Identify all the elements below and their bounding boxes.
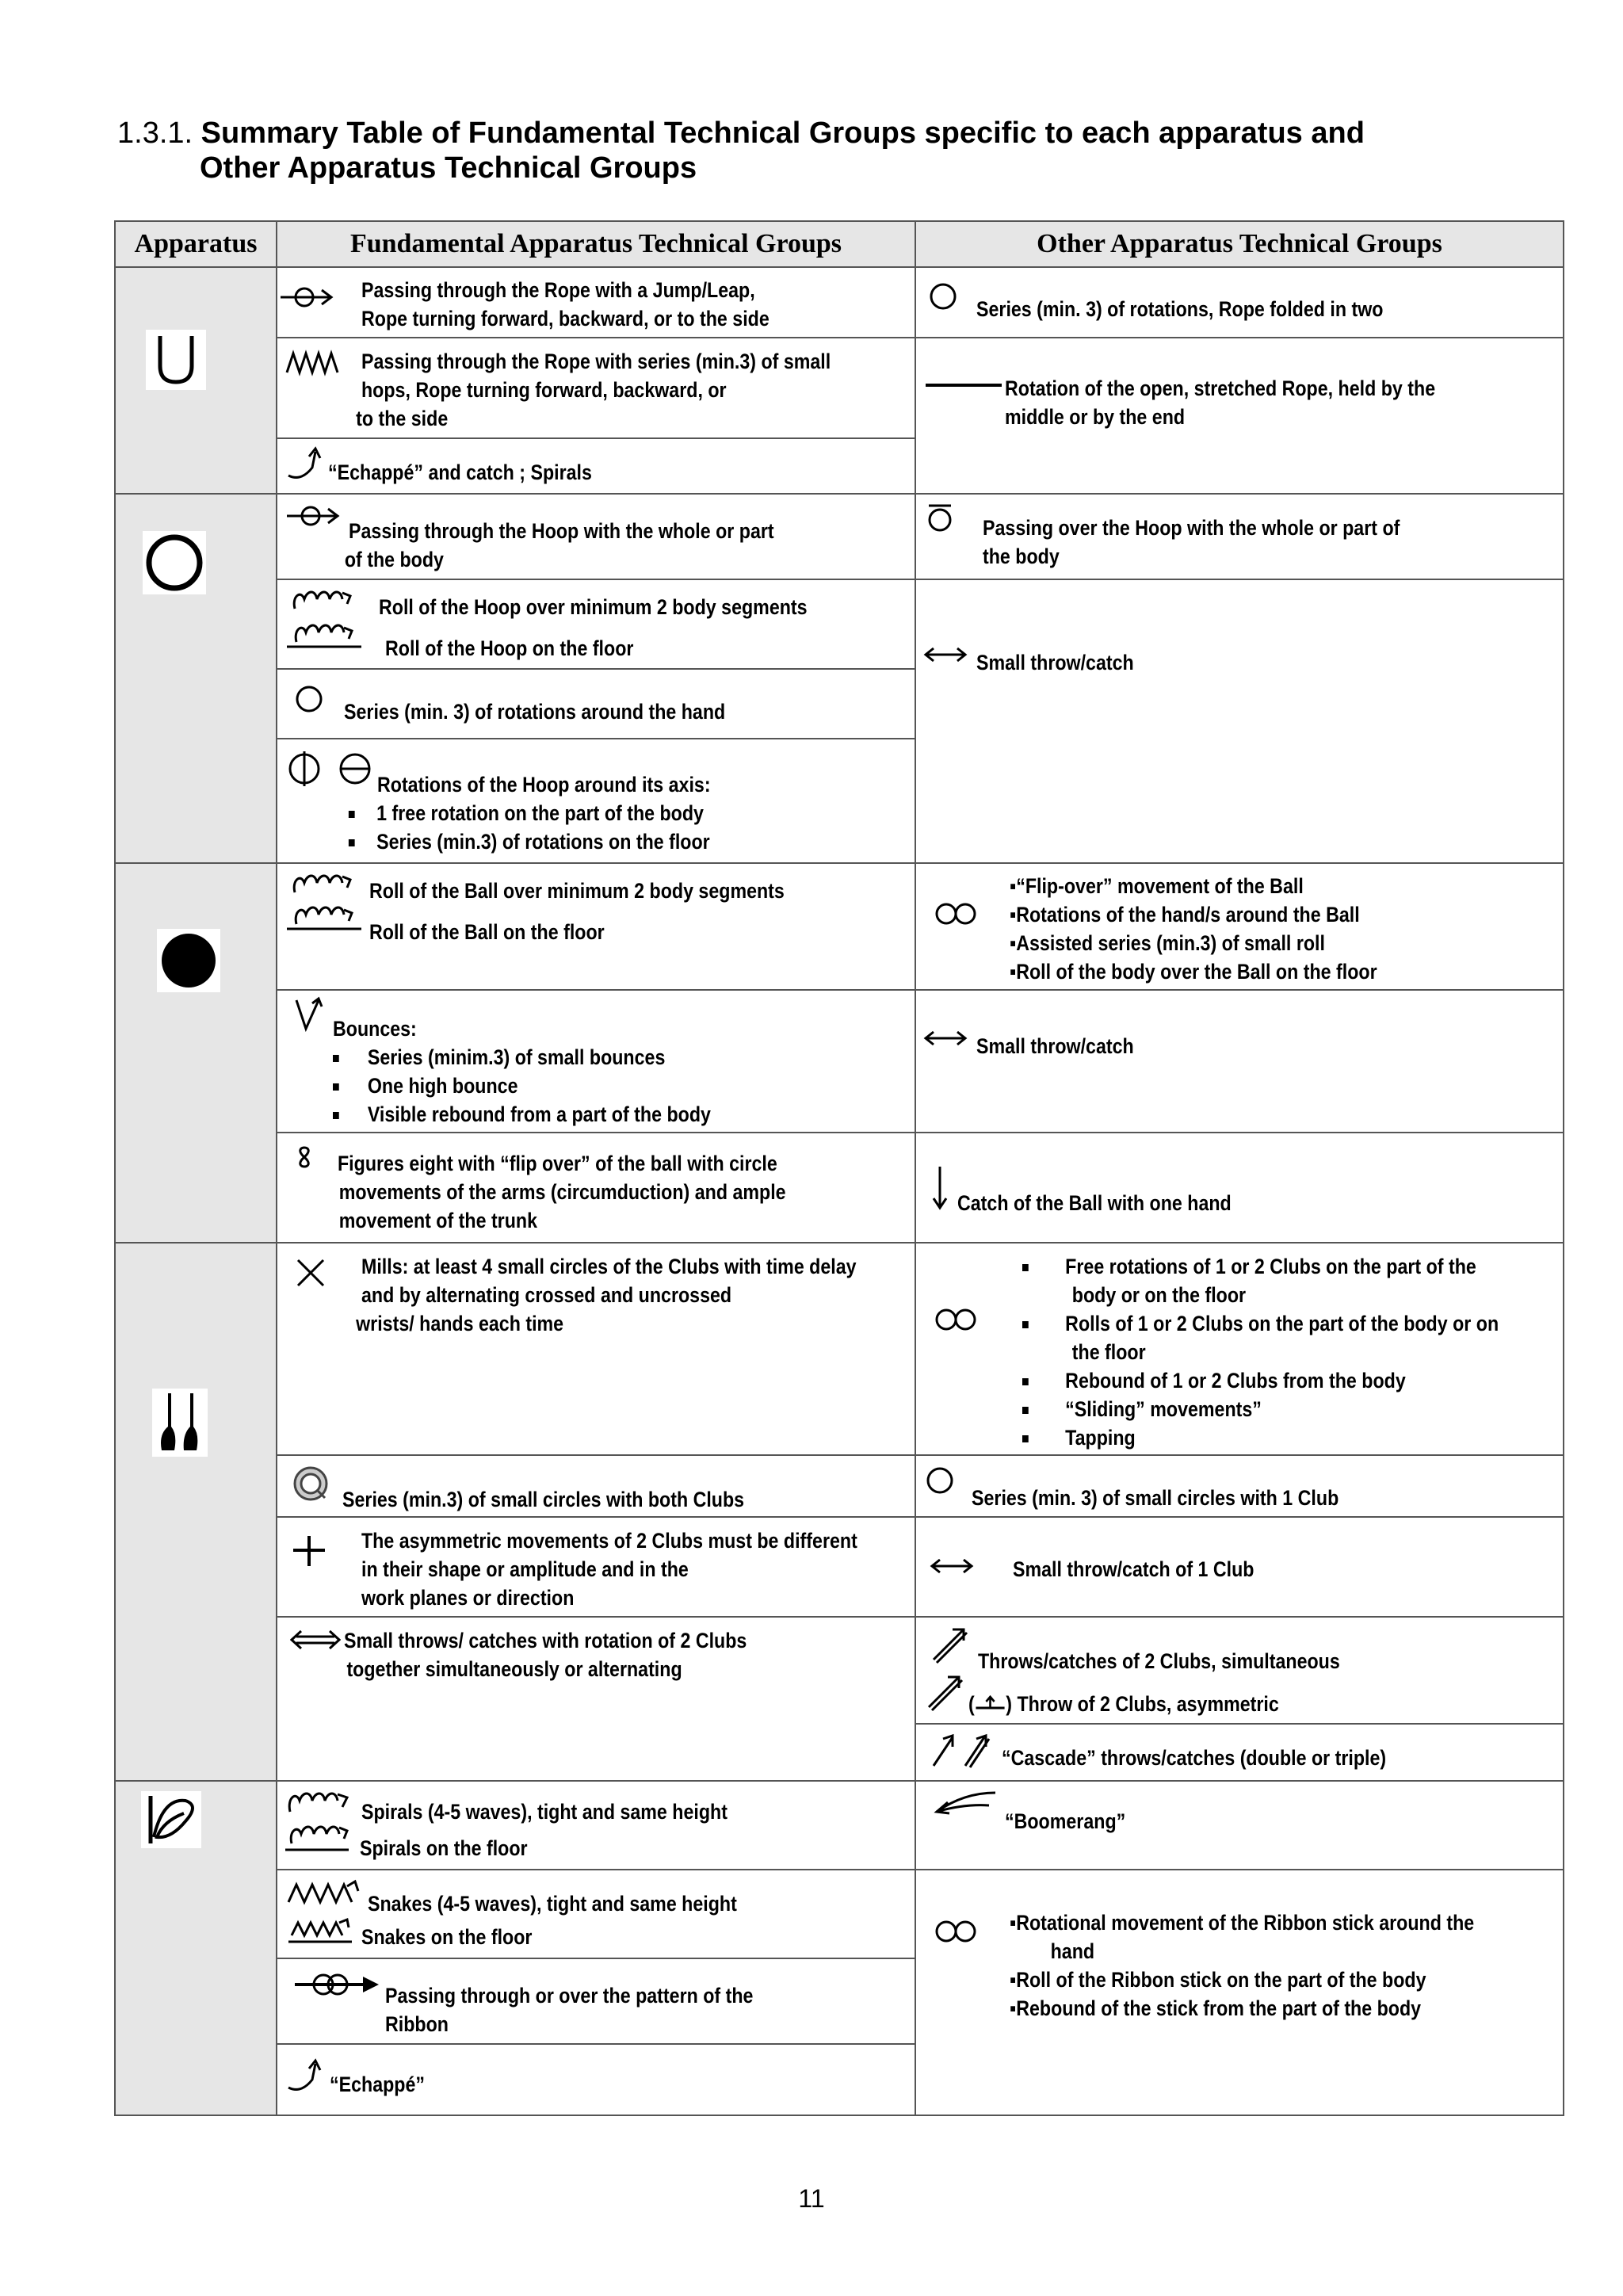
clubs-other-1 [1022,1252,1499,1452]
divider [276,1869,915,1870]
pass-pattern-icon [293,1970,382,1999]
text-line: movement of the trunk [338,1209,538,1232]
floor-roll-icon [285,620,368,651]
text-line: Passing through or over the pattern of the [385,1984,754,2008]
text-line: ▪“Flip-over” movement of the Ball [1010,874,1304,898]
circle-icon [924,1465,956,1496]
section-heading [117,116,1544,185]
circle-icon [293,683,325,715]
divider [915,1132,1564,1133]
bullet-item [1022,1423,1499,1452]
text-line: Rotation of the open, stretched Rope, held by the [1005,376,1436,400]
text-line: The asymmetric movements of 2 Clubs must be different [361,1529,857,1553]
text-line: to the side [356,407,449,430]
bullet-text: “Sliding” movements” [1065,1397,1262,1421]
bullet-marker [1022,1264,1029,1271]
divider [114,1242,1564,1244]
divider [915,1454,1564,1456]
bullet-marker [1022,1321,1029,1328]
hoop-fundamental-3: Roll of the Hoop on the floor [385,636,634,660]
clubs-other-6: “Cascade” throws/catches (double or triple) [1002,1746,1387,1770]
divider [276,1132,915,1133]
bullet-text: Tapping [1065,1426,1136,1450]
text-line: Rope turning forward, backward, or to the side [361,307,769,330]
bullet-marker [1022,1378,1029,1385]
header-fundamental: Fundamental Apparatus Technical Groups [277,222,915,266]
text-line: ▪Assisted series (min.3) of small roll [1010,931,1325,955]
ball-other-3: Catch of the Ball with one hand [957,1191,1232,1215]
divider [276,989,915,991]
divider [276,668,915,670]
bullet-marker [1022,1435,1029,1442]
rope-icon [144,328,208,392]
rope-fundamental-1 [361,276,769,333]
text-line: Passing through the Rope with series (min.3) of small [361,350,831,373]
ribbon-fundamental-5 [385,1981,753,2038]
bullet-marker [349,839,355,846]
clubs-icon [151,1387,209,1458]
text-line: hand [1050,1939,1095,1963]
bullet-text: Free rotations of 1 or 2 Clubs on the part of the [1065,1255,1476,1278]
text-line: movements of the arms (circumduction) and ample [338,1180,786,1204]
divider [276,738,915,739]
thick-double-arrow-icon [290,1629,341,1650]
clubs-other-5 [968,1690,1279,1718]
text-line: Figures eight with “flip over” of the ball with circle [338,1152,777,1175]
clubs-fundamental-4 [344,1626,747,1683]
ball-fundamental-4 [338,1149,786,1235]
bullet-item [333,1043,711,1072]
divider [276,1958,915,1959]
axis-rotation-icon [287,751,374,788]
divider [915,1616,1564,1618]
hoop-fundamental-2: Roll of the Hoop over minimum 2 body segments [379,595,808,619]
page-number: 11 [798,2184,825,2213]
divider [276,1454,915,1456]
divider [915,989,1564,991]
divider [276,220,277,2116]
bullet-marker [333,1112,339,1119]
rope-fundamental-3: “Echappé” and catch ; Spirals [328,460,592,484]
divider [114,1780,1564,1782]
ball-fundamental-3 [333,1014,711,1129]
divider [915,1723,1564,1725]
diagonal-arrows-icon [924,1672,964,1712]
bullet-marker [1022,1407,1029,1414]
text-line: Passing through the Hoop with the whole or part [349,519,774,543]
section-title-line1: Summary Table of Fundamental Technical Groups specific to each apparatus and [200,117,1365,150]
ribbon-icon [139,1790,203,1850]
ribbon-other-2 [1010,1908,1474,2023]
bullet-item [333,1072,711,1100]
divider [114,266,1564,268]
divider [114,493,1564,495]
text-line: and by alternating crossed and uncrossed [361,1283,732,1307]
text-line: Rotations of the Hoop around its axis: [377,773,711,797]
text-line: ▪Rotational movement of the Ribbon stick around the [1010,1911,1475,1935]
bullet-item [333,1100,711,1129]
circle-icon [927,281,959,312]
clubs-fundamental-1 [356,1252,857,1338]
section-title-line2: Other Apparatus Technical Groups [200,151,697,185]
pass-over-icon [924,501,956,533]
hoop-icon [141,529,208,596]
divider [276,1616,915,1618]
bullet-marker [349,811,355,818]
divider [915,1869,1564,1870]
infinity-icon [932,902,983,926]
bounce-icon [293,995,328,1033]
infinity-icon [932,1308,983,1331]
roll-icon [290,588,358,612]
text-line: body or on the floor [1071,1283,1247,1307]
text-line: ▪Rotations of the hand/s around the Ball [1010,903,1360,926]
text-line: Mills: at least 4 small circles of the Clubs with time delay [361,1255,857,1278]
bullet-item [1022,1252,1499,1281]
bullet-text: Series (min.3) of rotations on the floor [376,830,710,854]
bullet-text: 1 free rotation on the part of the body [376,801,704,825]
clubs-other-2: Series (min. 3) of small circles with 1 Club [972,1486,1339,1510]
hoop-other-1 [983,514,1400,571]
double-arrow-icon [929,1557,975,1576]
divider [915,1516,1564,1518]
line-icon [924,382,1003,388]
rope-other-2 [1005,374,1435,431]
divider [276,1516,915,1518]
double-arrow-icon [922,645,968,664]
text-part: ) Throw of 2 Clubs, asymmetric [1006,1692,1279,1716]
header-apparatus: Apparatus [116,222,276,266]
text-line: middle or by the end [1005,405,1186,429]
divider [276,2043,915,2045]
bullet-item [349,799,711,827]
floor-spiral-icon [284,1821,355,1855]
boomerang-icon [932,1788,999,1820]
ribbon-fundamental-4: Snakes on the floor [361,1925,533,1949]
hoop-fundamental-5 [377,770,711,856]
ball-fundamental-1: Roll of the Ball over minimum 2 body segments [369,879,785,903]
clubs-other-3: Small throw/catch of 1 Club [1013,1557,1254,1581]
text-line: Small throws/ catches with rotation of 2 Clubs [344,1629,747,1652]
text-line: Passing over the Hoop with the whole or part of [983,516,1400,540]
bullet-item [1022,1395,1499,1423]
text-line: together simultaneously or alternating [346,1657,682,1681]
pass-through-icon [285,504,342,528]
clubs-fundamental-3 [361,1526,857,1612]
spiral-icon [285,1788,357,1815]
floor-snake-icon [287,1916,363,1946]
ribbon-fundamental-2: Spirals on the floor [360,1836,528,1860]
clubs-fundamental-2: Series (min.3) of small circles with both Clubs [342,1488,745,1511]
divider [276,437,915,439]
floor-roll-icon [285,902,368,934]
small-circles-icon [290,1463,331,1504]
text-line: of the body [344,548,444,571]
divider [276,579,915,580]
zigzag-icon [285,349,341,377]
plus-icon [290,1533,328,1571]
text-line: in their shape or amplitude and in the [361,1557,689,1581]
echappe-icon [285,444,325,483]
jump-through-icon [279,285,336,309]
text-line: Passing through the Rope with a Jump/Leap, [361,278,755,302]
text-line: the body [983,544,1060,568]
ball-fundamental-2: Roll of the Ball on the floor [369,920,605,944]
bullet-marker [333,1083,339,1091]
figure-eight-icon [287,1141,322,1173]
bullet-text: One high bounce [367,1074,518,1098]
hoop-fundamental-4: Series (min. 3) of rotations around the hand [344,700,726,724]
bullet-item [1022,1309,1499,1338]
cascade-icon [929,1733,1000,1769]
ball-icon [155,927,222,994]
bullet-text: Visible rebound from a part of the body [367,1102,711,1126]
text-line: work planes or direction [361,1586,575,1610]
ribbon-other-1: “Boomerang” [1005,1809,1126,1833]
text-line: Bounces: [333,1017,417,1041]
text-line: ▪Roll of the Ribbon stick on the part of the body [1010,1968,1426,1992]
text-part: ( [968,1692,975,1716]
double-arrow-icon [922,1029,968,1048]
divider [915,220,916,2116]
up-arrow-line-icon [975,1695,1006,1713]
header-other: Other Apparatus Technical Groups [916,222,1563,266]
cross-icon [293,1255,328,1290]
infinity-icon [932,1920,983,1943]
text-line: hops, Rope turning forward, backward, or [361,378,727,402]
divider [276,337,915,338]
ribbon-fundamental-3: Snakes (4-5 waves), tight and same height [368,1892,737,1916]
down-arrow-icon [930,1165,949,1213]
text-line: ▪Rebound of the stick from the part of the body [1010,1996,1422,2020]
hoop-fundamental-1 [344,517,774,574]
bullet-item [349,827,711,856]
ribbon-fundamental-6: “Echappé” [330,2073,426,2096]
bullet-text: Rolls of 1 or 2 Clubs on the part of the body or on [1065,1312,1499,1335]
bullet-item [1022,1366,1499,1395]
ball-other-1 [1010,872,1377,986]
clubs-other-4: Throws/catches of 2 Clubs, simultaneous [978,1649,1340,1673]
echappe-icon [285,2056,325,2095]
rope-fundamental-2 [356,347,831,433]
rope-other-1: Series (min. 3) of rotations, Rope folded in two [976,297,1384,321]
ball-other-2: Small throw/catch [976,1034,1134,1058]
bullet-marker [333,1055,339,1062]
hoop-other-2: Small throw/catch [976,651,1134,674]
section-number: 1.3.1. [117,117,193,150]
ribbon-fundamental-1: Spirals (4-5 waves), tight and same height [361,1800,727,1824]
divider [915,579,1564,580]
divider [114,862,1564,864]
text-line: wrists/ hands each time [356,1312,564,1335]
text-line: ▪Roll of the body over the Ball on the floor [1010,960,1377,984]
bullet-text: Rebound of 1 or 2 Clubs from the body [1065,1369,1406,1392]
divider [915,337,1564,338]
snake-icon [287,1878,363,1905]
bullet-text: Series (minim.3) of small bounces [367,1045,666,1069]
text-line: the floor [1071,1340,1146,1364]
text-line: Ribbon [385,2012,449,2036]
diagonal-arrows-icon [929,1625,968,1664]
roll-icon [290,872,358,896]
